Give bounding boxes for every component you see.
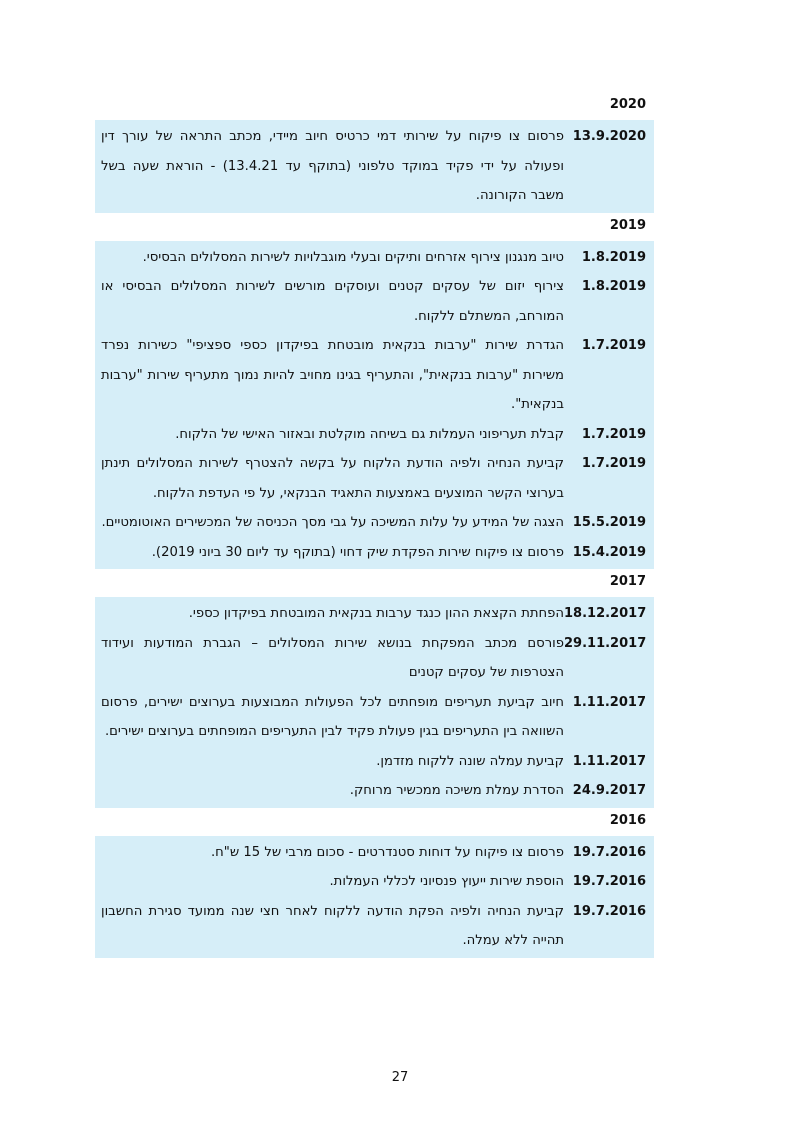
entry-date: 1.11.2017 (572, 753, 646, 769)
entry-description: הפחתת הקצאת ההון כנגד ערבות בנקאית המובטחת בפיקדון כספי. (188, 606, 564, 621)
table-row (95, 331, 654, 420)
entry-date: 24.9.2017 (572, 783, 646, 798)
table-row (95, 599, 654, 629)
year-heading: 2017 (609, 574, 646, 589)
table-row (95, 747, 654, 777)
year-header-row (95, 92, 654, 120)
table-row (95, 538, 654, 568)
entry-description: טיוב מנגנון צירוף אזרחים ותיקים ובעלי מוגבלויות לשירות המסלולים הבסיסי. (142, 249, 564, 265)
entry-date: 18.12.2017 (564, 606, 647, 621)
entry-description: קבלת תעריפוני העמלות גם בשיחה מוקלטת ובאזור האישי של הלקוח. (175, 426, 564, 442)
page-number: 27 (391, 1070, 409, 1085)
year-heading: 2019 (609, 217, 646, 233)
year-group (95, 597, 654, 808)
entry-date: 29.11.2017 (564, 635, 647, 651)
table-row (95, 776, 654, 806)
table-row (95, 243, 654, 273)
entry-description: פרסום צו פיקוח שירות הפקדת שיק דחוי (בתוקף עד ליום 30 ביוני 2019). (151, 544, 564, 560)
table-row (95, 449, 654, 508)
entry-description: צירוף יזום של עסקים קטנים ועוסקים מורשים לשירות המסלולים הבסיסי או המורחב, המשתלם ללקוח. (101, 279, 564, 324)
entry-date: 1.7.2019 (581, 338, 646, 353)
year-group (95, 241, 654, 570)
entry-date: 1.7.2019 (581, 456, 646, 471)
entry-date: 1.11.2017 (572, 694, 646, 710)
entry-date: 15.5.2019 (572, 515, 646, 530)
entry-description: הסדרת עמלת משיכה ממכשיר מרוחק. (349, 783, 564, 798)
table-row (95, 629, 654, 688)
year-group (95, 836, 654, 958)
entry-description: הוספת שירות ייעוץ פנסיוני לכללי העמלות. (329, 874, 564, 889)
entry-description: הגדרת שירות "ערבות בנקאית מובטחת בפיקדון כספי ספציפי" כשירות נפרד משירות "ערבות בנקאית", והתעריף בגינו מחויב להיות נמוך מתעריף שירות "ערבות בנקאית". (101, 338, 564, 412)
entry-date: 19.7.2016 (572, 844, 646, 860)
entry-date: 1.7.2019 (581, 426, 646, 442)
year-header-row (95, 808, 654, 836)
entry-description: קביעת הנחיה ולפיה הודעת הלקוח על בקשה להצטרף לשירות המסלולים תינתן בערוצי הקשר המוצעים באמצעות התאגיד הבנקאי, על פי העדפת הלקוח. (101, 456, 564, 501)
year-heading: 2020 (609, 97, 646, 112)
year-group (95, 120, 654, 213)
entry-description: קביעת עמלה שונה ללקוח מזדמן. (376, 753, 564, 769)
table-row (95, 688, 654, 747)
table-row (95, 420, 654, 450)
entry-description: פרסום צו פיקוח על שירותי דמי כרטיס חיוב מיידי, מכתב התראה של עורך דין ופעולה על ידי פקיד במוקד טלפוני (בתוקף עד 13.4.21) - הוראת שעה בשל משבר הקורונה. (101, 129, 564, 203)
entry-date: 19.7.2016 (572, 903, 646, 919)
entry-description: קביעת הנחיה ולפיה הפקת הודעה ללקוח לאחר חצי שנה ממועד סגירת החשבון תהייה ללא עמלה. (101, 903, 564, 948)
entry-date: 19.7.2016 (572, 874, 646, 889)
table-row (95, 272, 654, 331)
year-header-row (95, 213, 654, 241)
entry-date: 13.9.2020 (572, 129, 646, 144)
year-heading: 2016 (609, 812, 646, 828)
table-row (95, 838, 654, 868)
table-row (95, 122, 654, 211)
table-row (95, 897, 654, 956)
table-row (95, 867, 654, 897)
entry-description: הצגה של המידע על עלות המשיכה על גבי מסך הכניסה של המכשירים האוטומטיים. (101, 515, 564, 530)
entry-description: חיוב קביעת תעריפים מופחתים לכל הפעולות המבוצעות בערוצים ישירים, פרסום השוואה בין התעריפים בגין פעולת פקיד לבין התעריפים המופחתים בערוצים ישירים. (101, 694, 564, 739)
table-row (95, 508, 654, 538)
year-header-row (95, 569, 654, 597)
regulation-timeline-table (95, 92, 654, 958)
entry-description: פרסום צו פיקוח על דוחות סטנדרטים - סכום מרבי של 15 ש"ח. (210, 844, 564, 860)
entry-date: 1.8.2019 (581, 249, 646, 265)
entry-description: פורסם מכתב המפקחת בנושא שירות המסלולים – הגברת המודעות ועידוד הצטרפות של עסקים קטנים (101, 635, 564, 680)
entry-date: 1.8.2019 (581, 279, 646, 294)
entry-date: 15.4.2019 (572, 544, 646, 560)
